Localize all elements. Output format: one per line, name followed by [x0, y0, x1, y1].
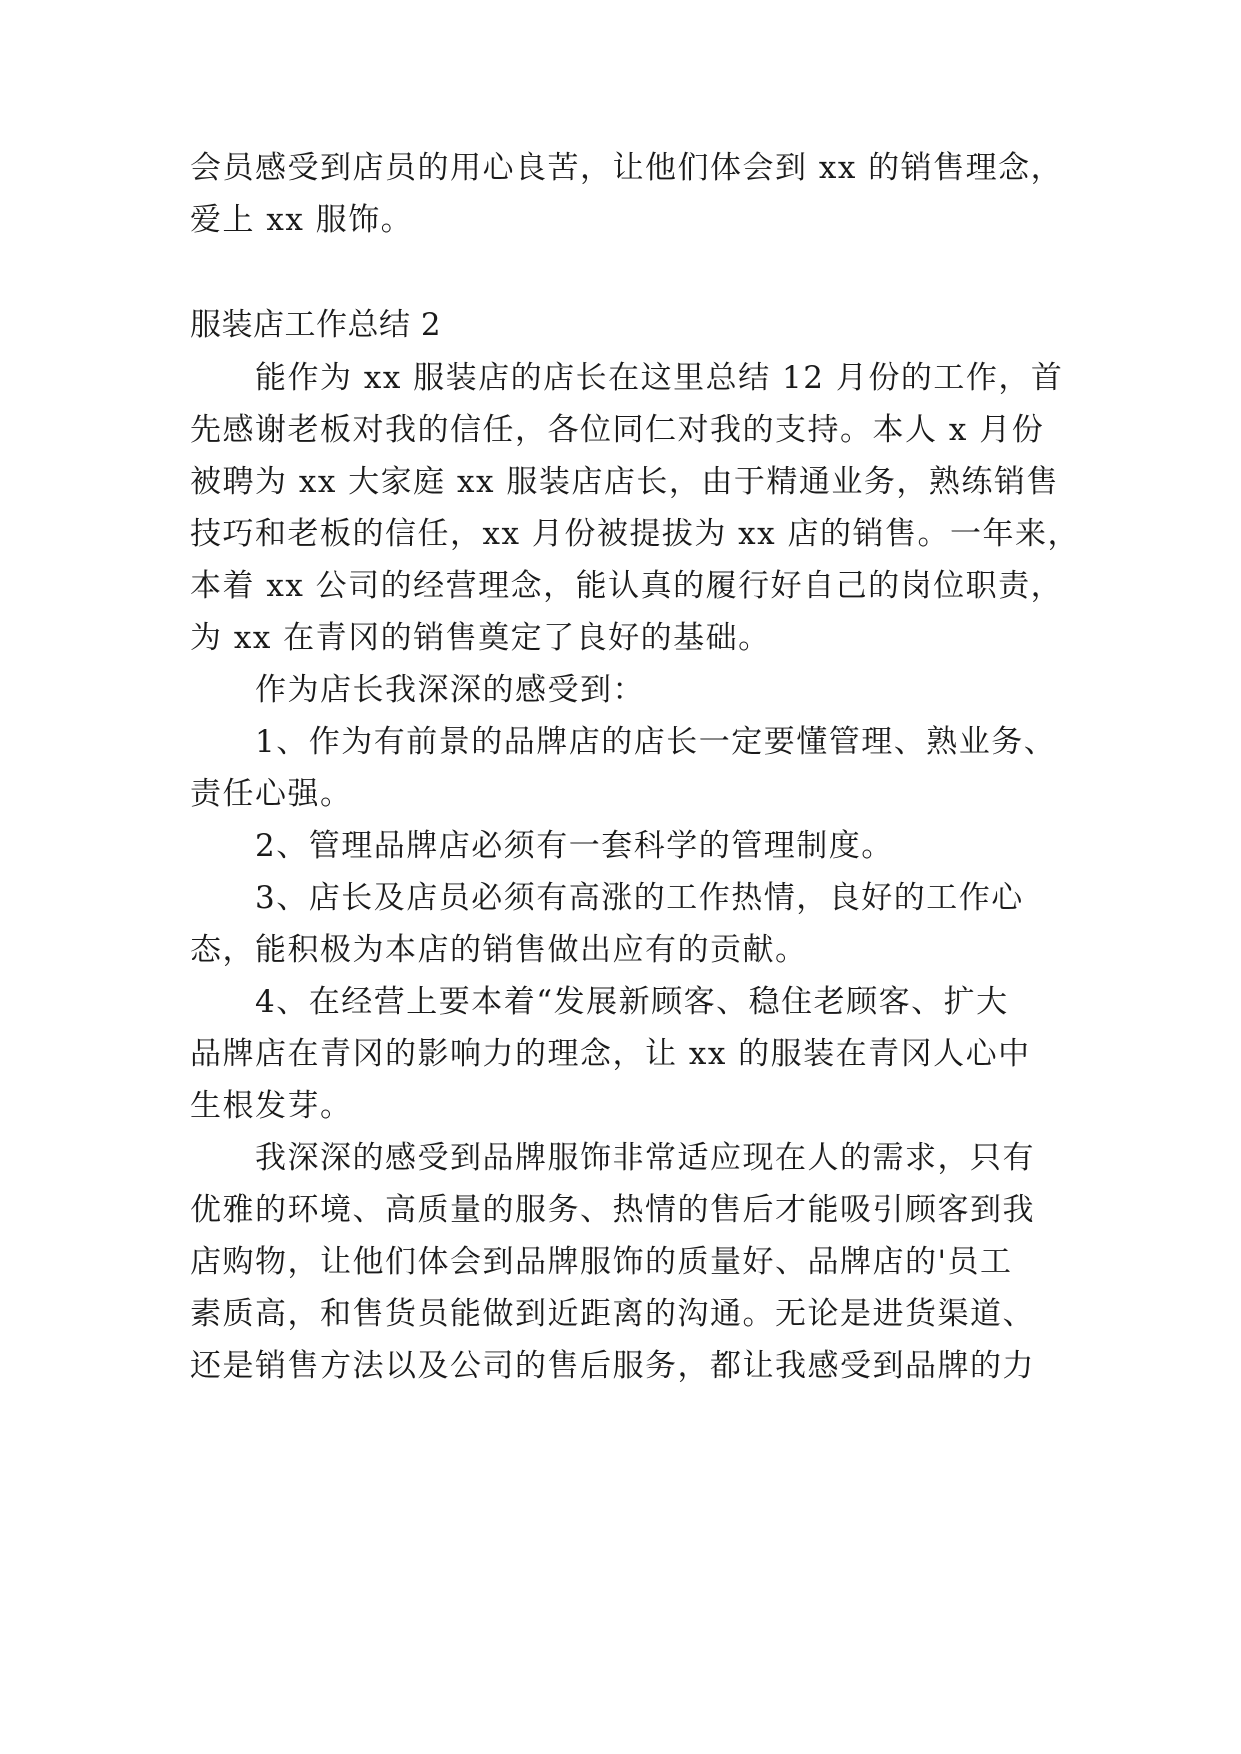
section-title: 服装店工作总结 2 — [190, 307, 442, 343]
text-line: 态，能积极为本店的销售做出应有的贡献。 — [190, 932, 808, 968]
text-line: 先感谢老板对我的信任，各位同仁对我的支持。本人 x 月份 — [190, 412, 1045, 448]
text-line: 素质高，和售货员能做到近距离的沟通。无论是进货渠道、 — [190, 1296, 1035, 1332]
text-line: 优雅的环境、高质量的服务、热情的售后才能吸引顾客到我 — [190, 1192, 1035, 1228]
list-item-3: 3、店长及店员必须有高涨的工作热情，良好的工作心 — [255, 880, 1024, 916]
text-line: 能作为 xx 服装店的店长在这里总结 12 月份的工作，首 — [255, 360, 1064, 396]
list-item-1: 1、作为有前景的品牌店的店长一定要懂管理、熟业务、 — [255, 724, 1057, 760]
text-line: 还是销售方法以及公司的售后服务，都让我感受到品牌的力 — [190, 1348, 1035, 1384]
text-line: 技巧和老板的信任，xx 月份被提拔为 xx 店的销售。一年来， — [190, 516, 1080, 552]
text-line: 作为店长我深深的感受到： — [255, 672, 645, 708]
text-line: 爱上 xx 服饰。 — [190, 202, 414, 238]
text-line: 我深深的感受到品牌服饰非常适应现在人的需求，只有 — [255, 1140, 1035, 1176]
text-line: 责任心强。 — [190, 776, 353, 812]
text-line: 生根发芽。 — [190, 1088, 353, 1124]
text-line: 被聘为 xx 大家庭 xx 服装店店长，由于精通业务，熟练销售 — [190, 464, 1059, 500]
list-item-4: 4、在经营上要本着“发展新顾客、稳住老顾客、扩大 — [255, 984, 1009, 1020]
text-line: 店购物，让他们体会到品牌服饰的质量好、品牌店的'员工 — [190, 1244, 1013, 1280]
text-line: 为 xx 在青冈的销售奠定了良好的基础。 — [190, 620, 771, 656]
text-line: 品牌店在青冈的影响力的理念，让 xx 的服装在青冈人心中 — [190, 1036, 1031, 1072]
text-line: 本着 xx 公司的经营理念，能认真的履行好自己的岗位职责， — [190, 568, 1064, 604]
list-item-2: 2、管理品牌店必须有一套科学的管理制度。 — [255, 828, 894, 864]
text-line: 会员感受到店员的用心良苦，让他们体会到 xx 的销售理念， — [190, 150, 1064, 186]
